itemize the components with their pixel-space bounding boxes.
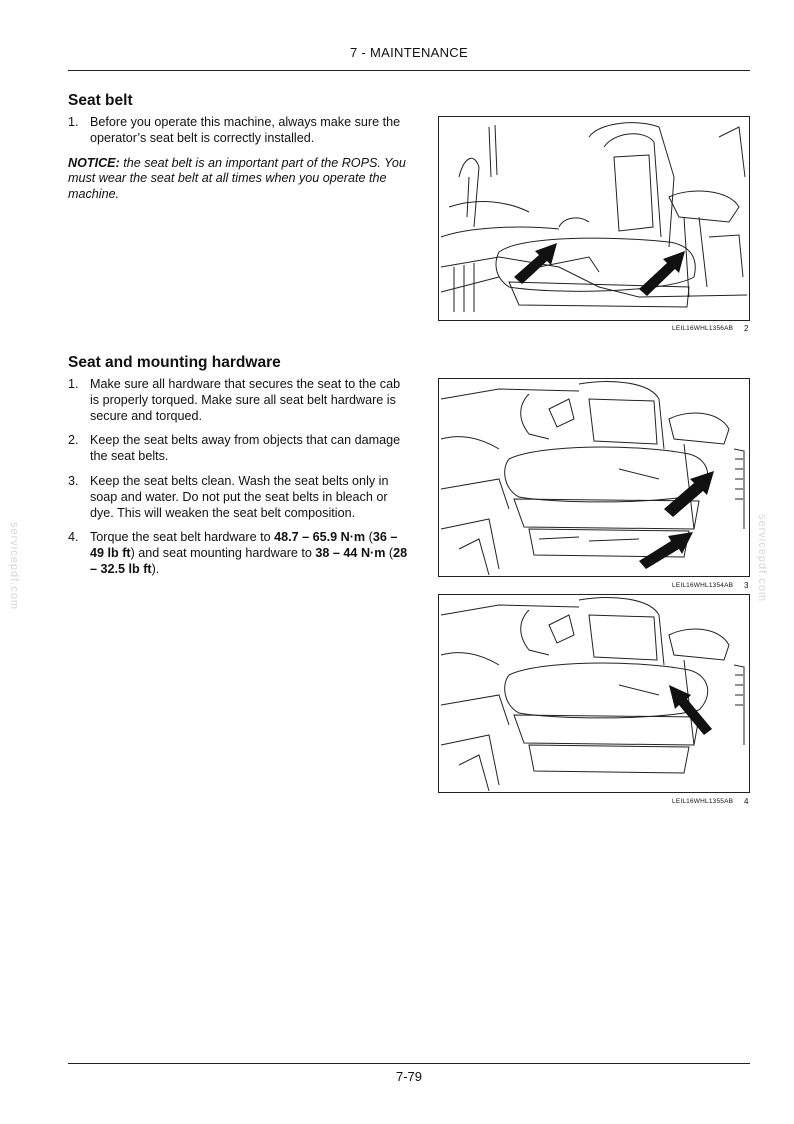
notice-label: NOTICE: <box>68 155 120 170</box>
seat-mounting-drawing <box>439 379 749 576</box>
seat-belt-drawing <box>439 117 749 320</box>
seat-belt-hardware-drawing <box>439 595 749 792</box>
notice-text: the seat belt is an important part of the ROPS. You must wear the seat belt at all times when you operate the machine. <box>68 155 406 202</box>
item-number: 2. <box>68 433 79 448</box>
figure-seat-belt-illustration <box>438 116 750 321</box>
item-number: 4. <box>68 530 79 545</box>
arrow-icon <box>639 251 685 296</box>
page-header <box>68 42 750 71</box>
figure-code: LEIL16WHL1356AB <box>672 325 734 332</box>
watermark-left: servicepdf.com <box>7 522 20 610</box>
figure-number: 3 <box>744 581 749 590</box>
footer-rule <box>68 1063 750 1064</box>
figure-number: 4 <box>744 797 749 806</box>
item-text: Torque the seat belt hardware to 48.7 – 65.9 N·m (36 – 49 lb ft) and seat mounting hardware to 38 – 44 N·m (28 – 32.5 lb ft). <box>90 530 408 576</box>
figure-code: LEIL16WHL1355AB <box>672 798 734 805</box>
item-text: Keep the seat belts clean. Wash the seat belts only in soap and water. Do not put the seat belts in bleach or dye. This will weaken the seat belt composition. <box>90 473 389 520</box>
arrow-icon <box>669 685 712 735</box>
seat-hardware-heading: Seat and mounting hardware <box>68 354 281 371</box>
list-item <box>68 433 410 465</box>
arrow-icon <box>664 471 714 517</box>
item-text: Keep the seat belts away from objects that can damage the seat belts. <box>90 433 401 464</box>
watermark-right: servicepdf.com <box>755 514 768 602</box>
figure-seat-belt-hardware-illustration <box>438 594 750 793</box>
seat-belt-text <box>68 115 410 203</box>
item-number: 1. <box>68 377 79 391</box>
item-number: 3. <box>68 473 79 488</box>
list-item <box>68 474 410 521</box>
seat-hardware-text <box>68 377 410 587</box>
list-item <box>68 377 410 424</box>
figure-code: LEIL16WHL1354AB <box>672 582 734 589</box>
notice-paragraph <box>68 156 410 203</box>
figure-number: 2 <box>744 324 749 333</box>
page-number: 7-79 <box>395 1069 423 1084</box>
item-text: Before you operate this machine, always make sure the operator’s seat belt is correctly installed. <box>90 115 401 145</box>
item-text: Make sure all hardware that secures the seat to the cab is properly torqued. Make sure all seat belt hardware is secure and torqued. <box>90 377 401 423</box>
list-item <box>68 115 410 147</box>
figure-seat-mounting-illustration <box>438 378 750 577</box>
section-title: 7 - MAINTENANCE <box>350 45 468 60</box>
list-item <box>68 530 410 577</box>
item-number: 1. <box>68 115 79 129</box>
seat-belt-heading: Seat belt <box>68 92 133 109</box>
arrow-icon <box>514 243 557 284</box>
